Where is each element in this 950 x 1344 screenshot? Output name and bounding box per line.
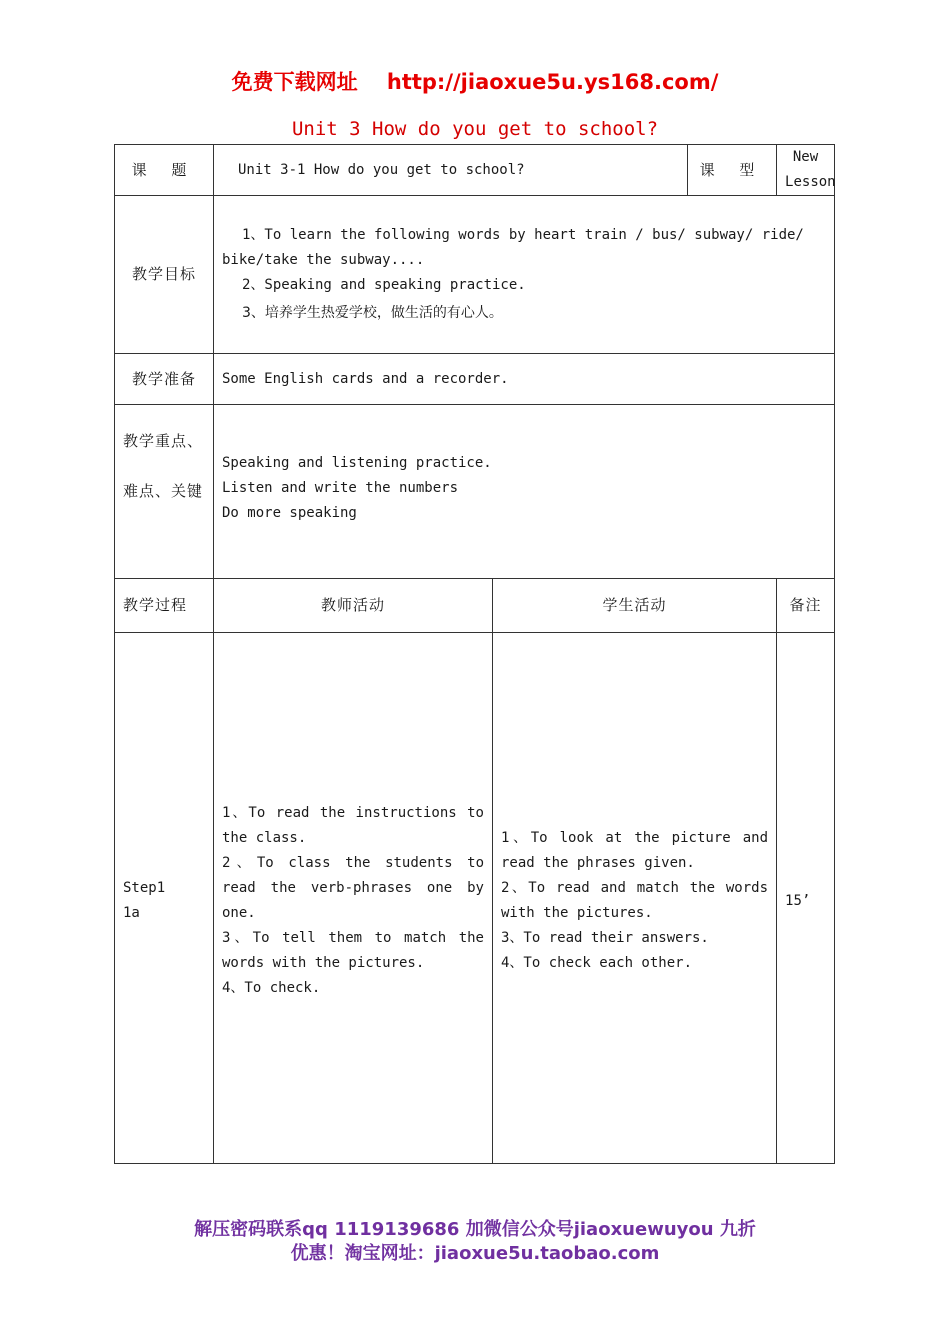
teacher-activity-item: 3、To tell them to match the words with the pictures. <box>222 930 484 971</box>
type-label: 课 型 <box>688 145 777 196</box>
teacher-activities-cell <box>214 633 493 1164</box>
student-activities-header: 学生活动 <box>493 579 777 633</box>
download-url-link[interactable]: http://jiaoxue5u.ys168.com/ <box>386 70 719 94</box>
step-row <box>115 633 835 1164</box>
lesson-plan-table <box>114 144 835 1164</box>
step-label-line: Step1 <box>123 880 166 896</box>
step-label-line: 1a <box>123 905 140 921</box>
objectives-row <box>115 196 835 354</box>
key-point-item: Speaking and listening practice. <box>222 455 492 471</box>
key-point-item: Do more speaking <box>222 505 357 521</box>
process-header-row <box>115 579 835 633</box>
preparation-value: Some English cards and a recorder. <box>214 354 835 405</box>
topic-label: 课 题 <box>115 145 214 196</box>
teacher-activity-item: 1、To read the instructions to the class. <box>222 805 484 846</box>
student-activity-item: 3、To read their answers. <box>501 930 709 946</box>
key-points-label-line: 教学重点、 <box>123 432 204 450</box>
objectives-cell <box>214 196 835 354</box>
footer-line: 优惠！淘宝网址：jiaoxue5u.taobao.com <box>290 1243 660 1264</box>
preparation-label: 教学准备 <box>115 354 214 405</box>
teacher-activity-item: 2、To class the students to read the verb-phrases one by one. <box>222 855 484 921</box>
topic-row <box>115 145 835 196</box>
objective-item: 1、To learn the following words by heart train / bus/ subway/ ride/ bike/take the subway.... <box>222 227 804 268</box>
student-activity-item: 4、To check each other. <box>501 955 693 971</box>
objective-item: 3、培养学生热爱学校，做生活的有心人。 <box>242 305 503 321</box>
key-points-label-line: 难点、关键 <box>123 482 204 500</box>
footer-contact <box>0 1218 950 1266</box>
footer-line: 解压密码联系qq 1119139686 加微信公众号jiaoxuewuyou 九折 <box>194 1219 756 1240</box>
time-note: 15’ <box>777 633 835 1164</box>
key-points-label <box>115 405 214 579</box>
key-points-row <box>115 405 835 579</box>
download-banner <box>0 66 950 96</box>
objective-item: 2、Speaking and speaking practice. <box>242 277 526 293</box>
type-value: New Lesson <box>777 145 835 196</box>
teacher-activity-item: 4、To check. <box>222 980 321 996</box>
key-point-item: Listen and write the numbers <box>222 480 459 496</box>
student-activity-item: 1、To look at the picture and read the phrases given. <box>501 830 769 871</box>
topic-value: Unit 3-1 How do you get to school? <box>214 145 688 196</box>
download-label: 免费下载网址 <box>231 70 358 94</box>
objectives-label: 教学目标 <box>115 196 214 354</box>
preparation-row <box>115 354 835 405</box>
step-label <box>115 633 214 1164</box>
teacher-activities-header: 教师活动 <box>214 579 493 633</box>
key-points-cell <box>214 405 835 579</box>
page-title: Unit 3 How do you get to school? <box>291 118 659 140</box>
notes-header: 备注 <box>777 579 835 633</box>
student-activity-item: 2、To read and match the words with the pictures. <box>501 880 769 921</box>
process-label: 教学过程 <box>115 579 214 633</box>
student-activities-cell <box>493 633 777 1164</box>
